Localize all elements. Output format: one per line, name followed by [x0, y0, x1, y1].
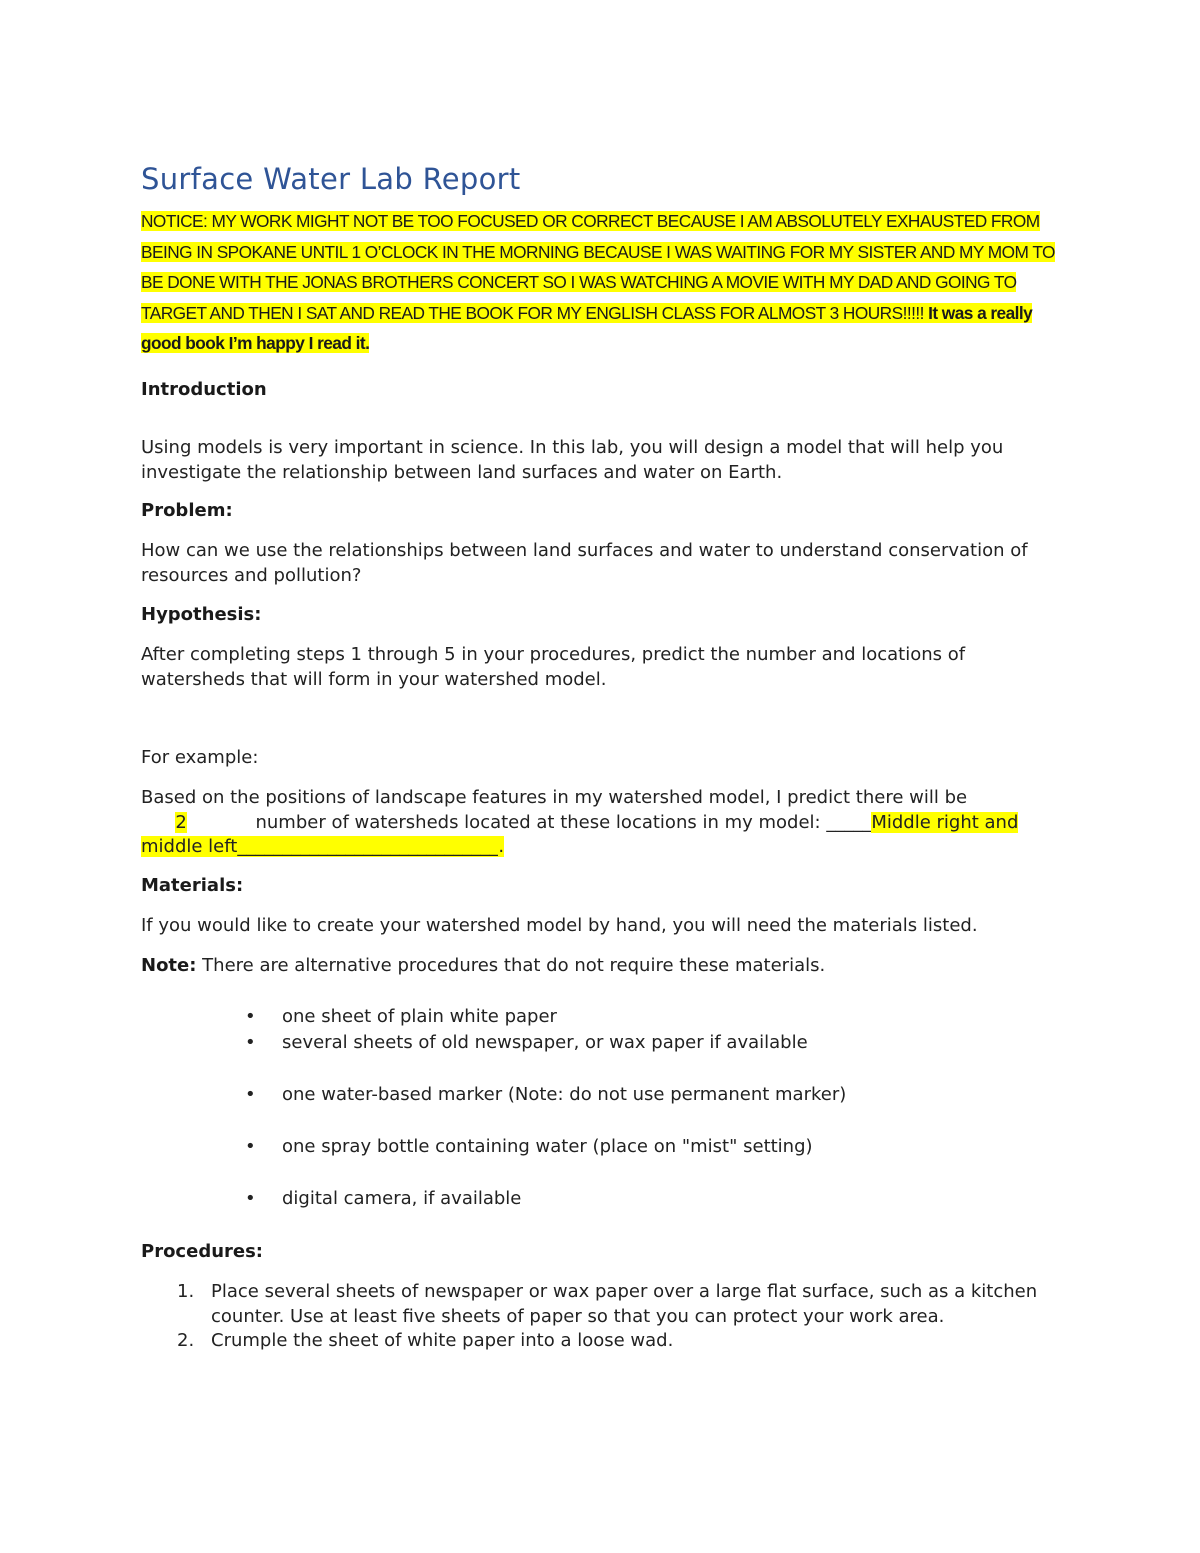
list-item-text: one sheet of plain white paper [282, 1006, 557, 1027]
bullet-icon: • [245, 1188, 256, 1209]
materials-heading: Materials: [141, 875, 244, 896]
introduction-text: Using models is very important in science. In this lab, you will design a model that will help you investigate the relationship between land surfaces and water on Earth. [141, 437, 1004, 483]
answer-number: 2 [175, 811, 187, 833]
notice-paragraph [141, 206, 1071, 359]
list-item-text: one spray bottle containing water (place on "mist" setting) [282, 1136, 813, 1157]
notice-bold-text: It was a really good book I’m happy I read it. [141, 302, 1033, 353]
answer-locations: Middle right and middle left_____________________________ [141, 811, 1019, 857]
list-item-text: several sheets of old newspaper, or wax paper if available [282, 1032, 808, 1053]
note-label: Note: [141, 955, 197, 976]
step-text: Crumple the sheet of white paper into a loose wad. [211, 1330, 674, 1351]
bullet-icon: • [245, 1032, 256, 1053]
bullet-icon: • [245, 1136, 256, 1157]
blank-lead [141, 812, 175, 833]
example-line1: Based on the positions of landscape features in my watershed model, I predict there will be [141, 787, 968, 808]
example-label: For example: [141, 747, 259, 768]
note-text: There are alternative procedures that do not require these materials. [196, 955, 826, 976]
document-title: Surface Water Lab Report [141, 162, 521, 196]
notice-caps-text: NOTICE: MY WORK MIGHT NOT BE TOO FOCUSED OR CORRECT BECAUSE I AM ABSOLUTELY EXHAUSTED FROM BEING IN SPOKANE UNTIL 1 O’CLOCK IN THE MORNING BECAUSE I WAS WAITING FOR MY SISTER AND MY MOM TO BE DONE WITH THE JONAS BROTHERS CONCERT SO I WAS WATCHING A MOVIE WITH MY DAD AND GOING TO TARGET AND THEN I SAT AND READ THE BOOK FOR MY ENGLISH CLASS FOR ALMOST 3 HOURS!!!!! [141, 211, 1055, 323]
list-item-text: one water-based marker (Note: do not use permanent marker) [282, 1084, 847, 1105]
step-text: Place several sheets of newspaper or wax paper over a large flat surface, such as a kitchen counter. Use at least five sheets of paper so that you can protect your work area. [211, 1281, 1038, 1327]
procedures-heading: Procedures: [141, 1241, 264, 1262]
materials-text: If you would like to create your watershed model by hand, you will need the materials listed. [141, 915, 978, 936]
list-item-text: digital camera, if available [282, 1188, 522, 1209]
introduction-heading: Introduction [141, 379, 267, 400]
materials-note [141, 954, 1071, 979]
answer-end-period: . [498, 836, 505, 857]
step-number: 1. [177, 1281, 195, 1302]
notice-highlight [141, 211, 1055, 353]
bullet-icon: • [245, 1084, 256, 1105]
hypothesis-heading: Hypothesis: [141, 604, 262, 625]
bullet-icon: • [245, 1006, 256, 1027]
hypothesis-text: After completing steps 1 through 5 in your procedures, predict the number and locations of watersheds that will form in your watershed model. [141, 644, 966, 690]
problem-text: How can we use the relationships between land surfaces and water to understand conservation of resources and pollution? [141, 540, 1028, 586]
example-prediction [141, 786, 1071, 860]
example-mid: number of watersheds located at these locations in my model: _____ [249, 811, 872, 833]
blank-trail [187, 812, 250, 833]
problem-heading: Problem: [141, 500, 233, 521]
step-number: 2. [177, 1330, 195, 1351]
